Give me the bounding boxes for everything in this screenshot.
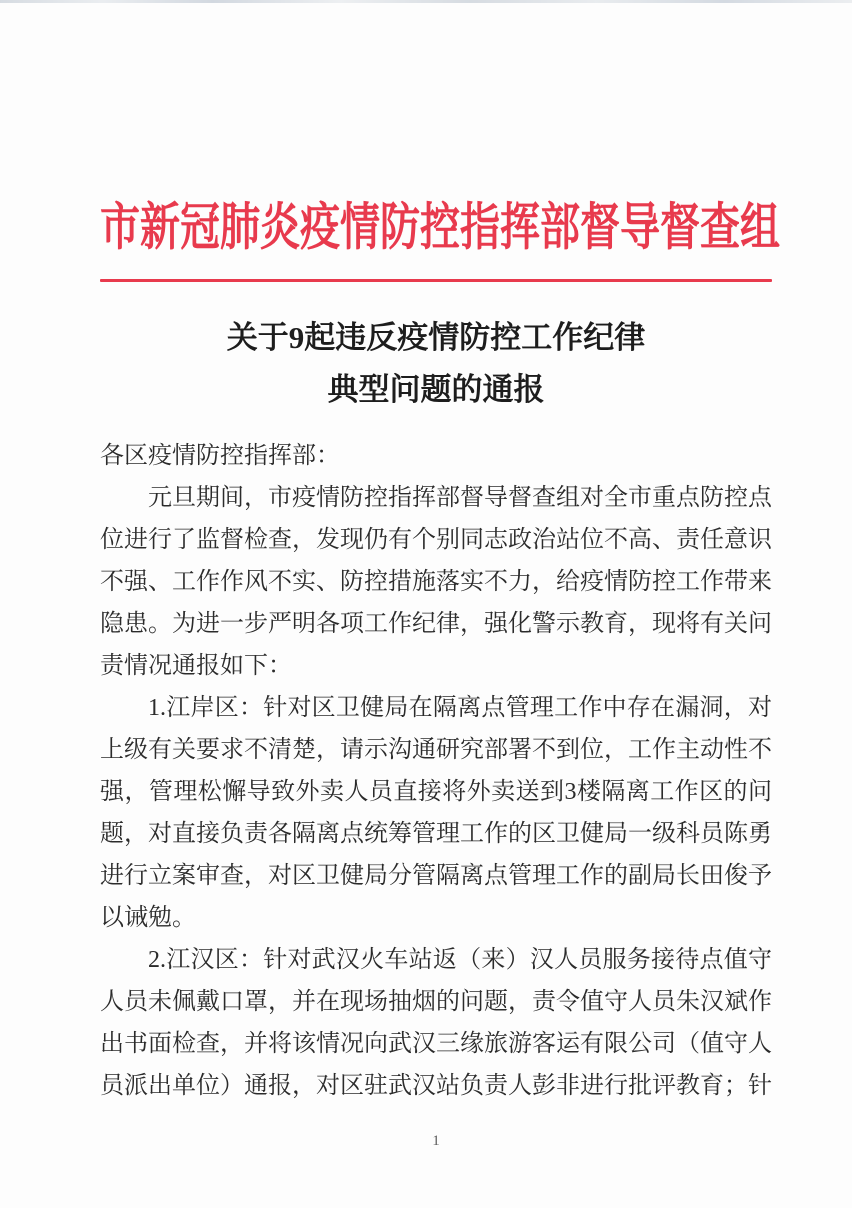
header-divider-line — [100, 279, 772, 282]
salutation: 各区疫情防控指挥部： — [100, 443, 340, 469]
paragraph-case-2-jianghan: 2.江汉区：针对武汉火车站返（来）汉人员服务接待点值守人员未佩戴口罩，并在现场抽烟的问题，责令值守人员朱汉斌作出书面检查，并将该情况向武汉三缘旅游客运有限公司（值守人员派出单位）通报，对区驻武汉站负责人彭非进行批评教育；针 — [100, 947, 772, 1099]
document-title — [100, 312, 772, 416]
paragraph-intro: 元旦期间，市疫情防控指挥部督导督查组对全市重点防控点位进行了监督检查，发现仍有个别同志政治站位不高、责任意识不强、工作作风不实、防控措施落实不力，给疫情防控工作带来隐患。为进一步严明各项工作纪律，强化警示教育，现将有关问责情况通报如下： — [100, 485, 772, 679]
document-title-line2: 典型问题的通报 — [327, 372, 545, 407]
scan-artifact-top-edge — [0, 0, 852, 3]
paragraph-case-1-jiangan: 1.江岸区：针对区卫健局在隔离点管理工作中存在漏洞，对上级有关要求不清楚，请示沟通研究部署不到位，工作主动性不强，管理松懈导致外卖人员直接将外卖送到3楼隔离工作区的问题，对直接负责各隔离点统筹管理工作的区卫健局一级科员陈勇进行立案审查，对区卫健局分管隔离点管理工作的副局长田俊予以诫勉。 — [100, 695, 772, 931]
agency-header-title: 市新冠肺炎疫情防控指挥部督导督查组 — [100, 198, 780, 257]
document-title-line1: 关于9起违反疫情防控工作纪律 — [226, 320, 646, 355]
page-number: 1 — [432, 1133, 440, 1149]
